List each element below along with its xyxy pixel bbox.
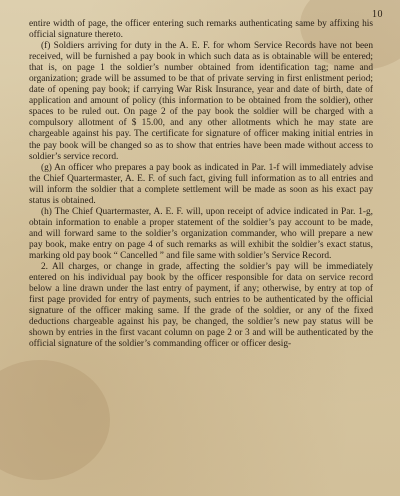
paragraph-g: (g) An officer who prepares a pay book as indicated in Par. 1-f will immediately advise the Chief Quartermaster, A. E. F. of such fact, giving full information as to all entries and will inform the soldier that a complete settlement will be made as soon as his exact pay status is obtained. — [29, 162, 373, 206]
paper-stain — [0, 360, 110, 480]
paragraph-2: 2. All charges, or change in grade, affecting the soldier’s pay will be immediately entered on his individual pay book by the officer responsible for data on service record below a line drawn under the last entry of payment, if any; otherwise, by entry at top of first page provided for entry of payments, such entries to be authenticated by the official signature of the officer making same. If the grade of the soldier, or any of the fixed deductions chargeable against his pay, be changed, the soldier’s new pay status will be shown by entries in the first vacant column on page 2 or 3 and will be authenticated by the official signature of the soldier’s commanding officer or officer desig- — [29, 262, 373, 350]
paragraph-h: (h) The Chief Quartermaster, A. E. F. will, upon receipt of advice indicated in Par. 1-g, obtain information to enable a proper statement of the soldier’s pay account to be made, and will forward same to the soldier’s organization commander, who will prepare a new pay book, make entry on page 4 of such remarks as will exhibit the soldier’s exact status, marking old pay book “ Cancelled ” and file same with soldier’s Service Record. — [29, 206, 373, 261]
paragraph-continuation: entire width of page, the officer entering such remarks authenticating same by affixing his official signature thereto. — [29, 19, 373, 41]
paragraph-f: (f) Soldiers arriving for duty in the A. E. F. for whom Service Records have not been received, will be furnished a pay book in which such data as is obtainable will be entered; that is, on page 1 the soldier’s number obtained from identification tag; name and organization; grade will be assumed to be that of private serving in first enlistment period; date of opening pay book; if carrying War Risk Insurance, year and date of birth, date of application and amount of policy (this information to be obtained from the soldier), other spaces to be ruled out. On page 2 of the pay book the soldier will be charged with a compulsory allotment of $ 15.00, and any other allotments which he may state are chargeable against his pay. The certificate for signature of officer making initial entries in the pay book will be changed so as to show that entries have been made without access to soldier’s service record. — [29, 41, 373, 162]
body-text — [29, 19, 373, 350]
page-number: 10 — [372, 9, 383, 20]
